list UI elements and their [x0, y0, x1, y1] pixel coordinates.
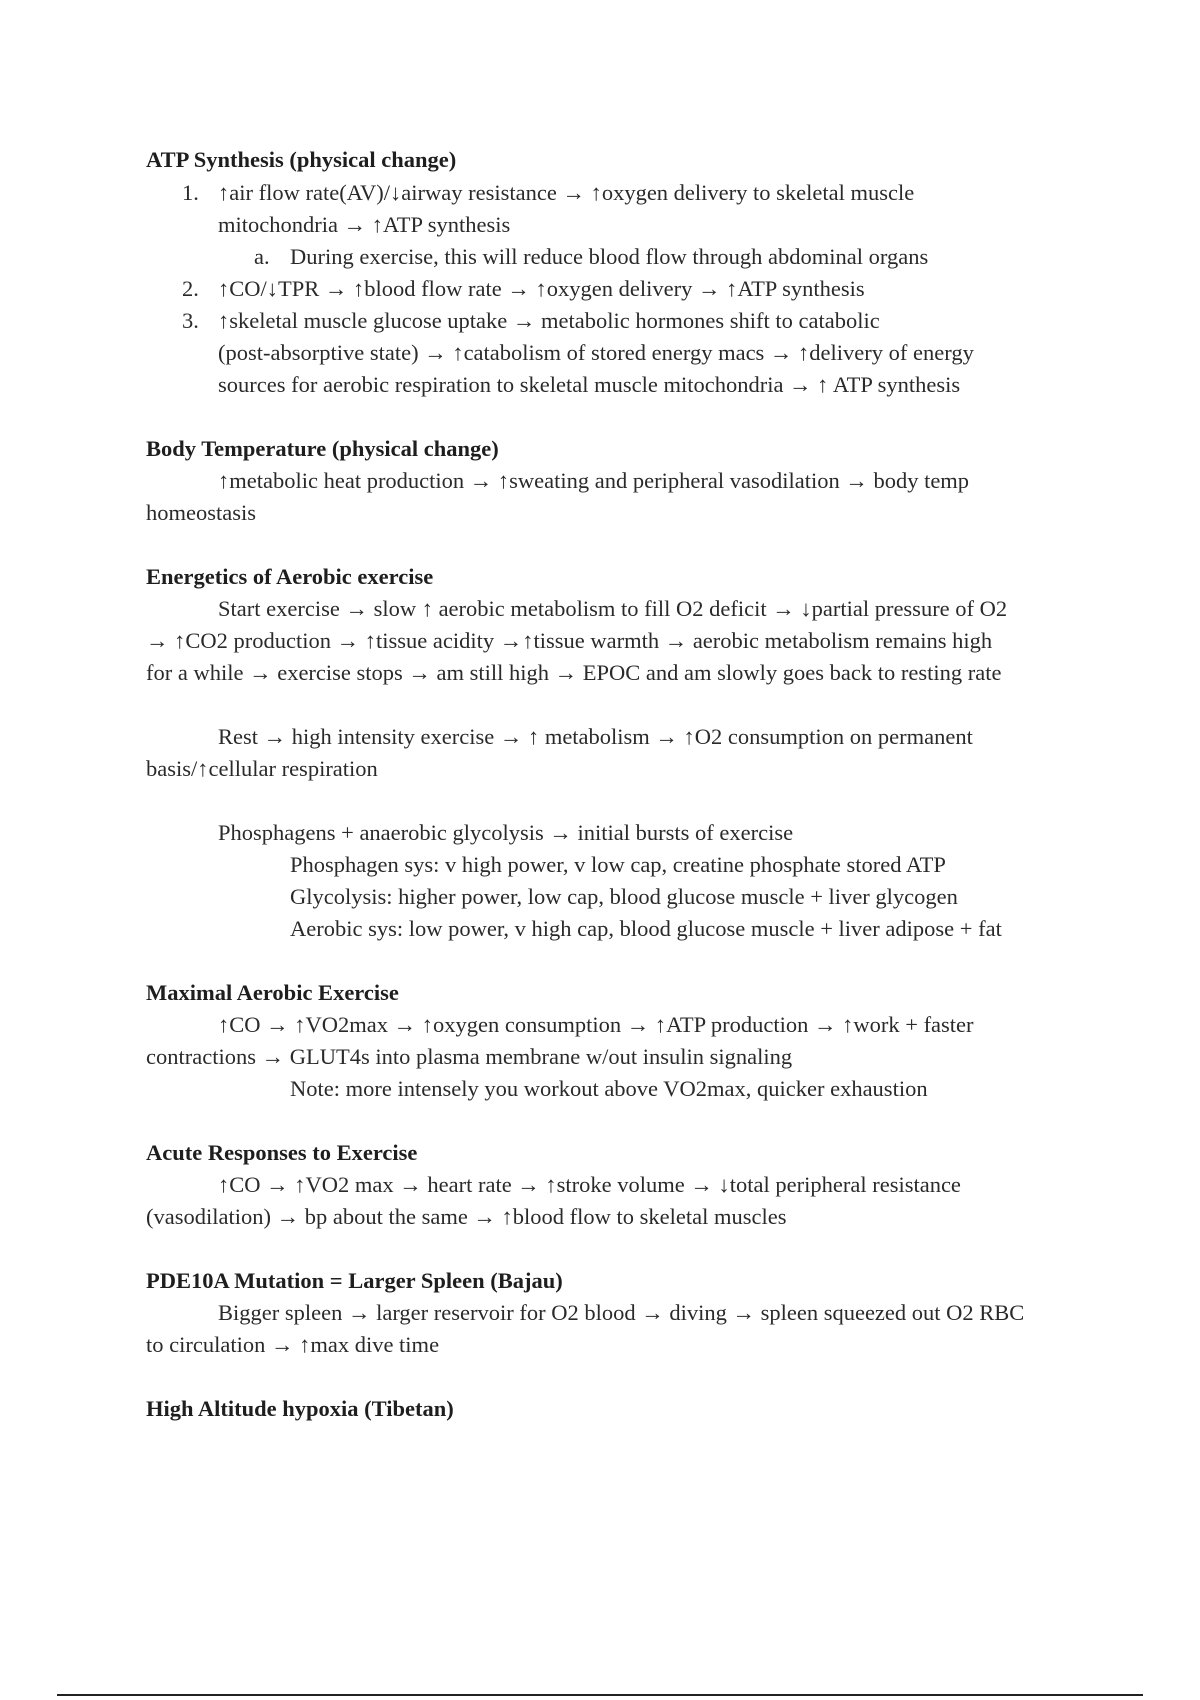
- list-item-text: ↑CO/↓TPR → ↑blood flow rate → ↑oxygen delivery → ↑ATP synthesis: [218, 276, 865, 301]
- paragraph-line: to circulation → ↑max dive time: [146, 1332, 440, 1357]
- paragraph-line: for a while → exercise stops → am still high → EPOC and am slowly goes back to resting rate: [146, 660, 1002, 685]
- list-number: 3.: [182, 308, 199, 333]
- paragraph-line: Start exercise → slow ↑ aerobic metabolism to fill O2 deficit → ↓partial pressure of O2: [218, 596, 1008, 621]
- list-item-text: ↑skeletal muscle glucose uptake → metabolic hormones shift to catabolic: [218, 308, 880, 333]
- list-item-text: sources for aerobic respiration to skeletal muscle mitochondria → ↑ ATP synthesis: [218, 372, 961, 397]
- heading-high-altitude: High Altitude hypoxia (Tibetan): [146, 1396, 454, 1421]
- list-item-text: (post-absorptive state) → ↑catabolism of stored energy macs → ↑delivery of energy: [218, 340, 974, 365]
- paragraph-line: Rest → high intensity exercise → ↑ metabolism → ↑O2 consumption on permanent: [218, 724, 973, 749]
- heading-acute-responses: Acute Responses to Exercise: [146, 1140, 418, 1165]
- paragraph-line: ↑CO → ↑VO2 max → heart rate → ↑stroke volume → ↓total peripheral resistance: [218, 1172, 961, 1197]
- paragraph-line: Bigger spleen → larger reservoir for O2 blood → diving → spleen squeezed out O2 RBC: [218, 1300, 1025, 1325]
- heading-body-temperature: Body Temperature (physical change): [146, 436, 499, 461]
- list-number: 1.: [182, 180, 199, 205]
- list-number: 2.: [182, 276, 199, 301]
- paragraph-line: ↑CO → ↑VO2max → ↑oxygen consumption → ↑ATP production → ↑work + faster: [218, 1012, 974, 1037]
- paragraph-line: → ↑CO2 production → ↑tissue acidity →↑tissue warmth → aerobic metabolism remains high: [146, 628, 993, 653]
- heading-maximal-aerobic: Maximal Aerobic Exercise: [146, 980, 399, 1005]
- heading-energetics: Energetics of Aerobic exercise: [146, 564, 434, 589]
- list-item-text: mitochondria → ↑ATP synthesis: [218, 212, 511, 237]
- heading-pde10a: PDE10A Mutation = Larger Spleen (Bajau): [146, 1268, 563, 1293]
- paragraph-line: homeostasis: [146, 500, 256, 525]
- list-item-text: During exercise, this will reduce blood flow through abdominal organs: [290, 244, 929, 269]
- energy-system-line: Glycolysis: higher power, low cap, blood glucose muscle + liver glycogen: [290, 884, 958, 909]
- paragraph-line: (vasodilation) → bp about the same → ↑blood flow to skeletal muscles: [146, 1204, 787, 1229]
- page-bottom-rule: [57, 1694, 1143, 1696]
- energy-system-line: Phosphagen sys: v high power, v low cap, creatine phosphate stored ATP: [290, 852, 946, 877]
- note-line: Note: more intensely you workout above VO2max, quicker exhaustion: [290, 1076, 928, 1101]
- paragraph-line: contractions → GLUT4s into plasma membrane w/out insulin signaling: [146, 1044, 793, 1069]
- paragraph-line: Phosphagens + anaerobic glycolysis → initial bursts of exercise: [218, 820, 794, 845]
- paragraph-line: ↑metabolic heat production → ↑sweating and peripheral vasodilation → body temp: [218, 468, 970, 493]
- energy-system-line: Aerobic sys: low power, v high cap, blood glucose muscle + liver adipose + fat: [290, 916, 1002, 941]
- list-letter: a.: [254, 244, 270, 269]
- paragraph-line: basis/↑cellular respiration: [146, 756, 378, 781]
- list-item-text: ↑air flow rate(AV)/↓airway resistance → ↑oxygen delivery to skeletal muscle: [218, 180, 915, 205]
- heading-atp-synthesis: ATP Synthesis (physical change): [146, 147, 457, 172]
